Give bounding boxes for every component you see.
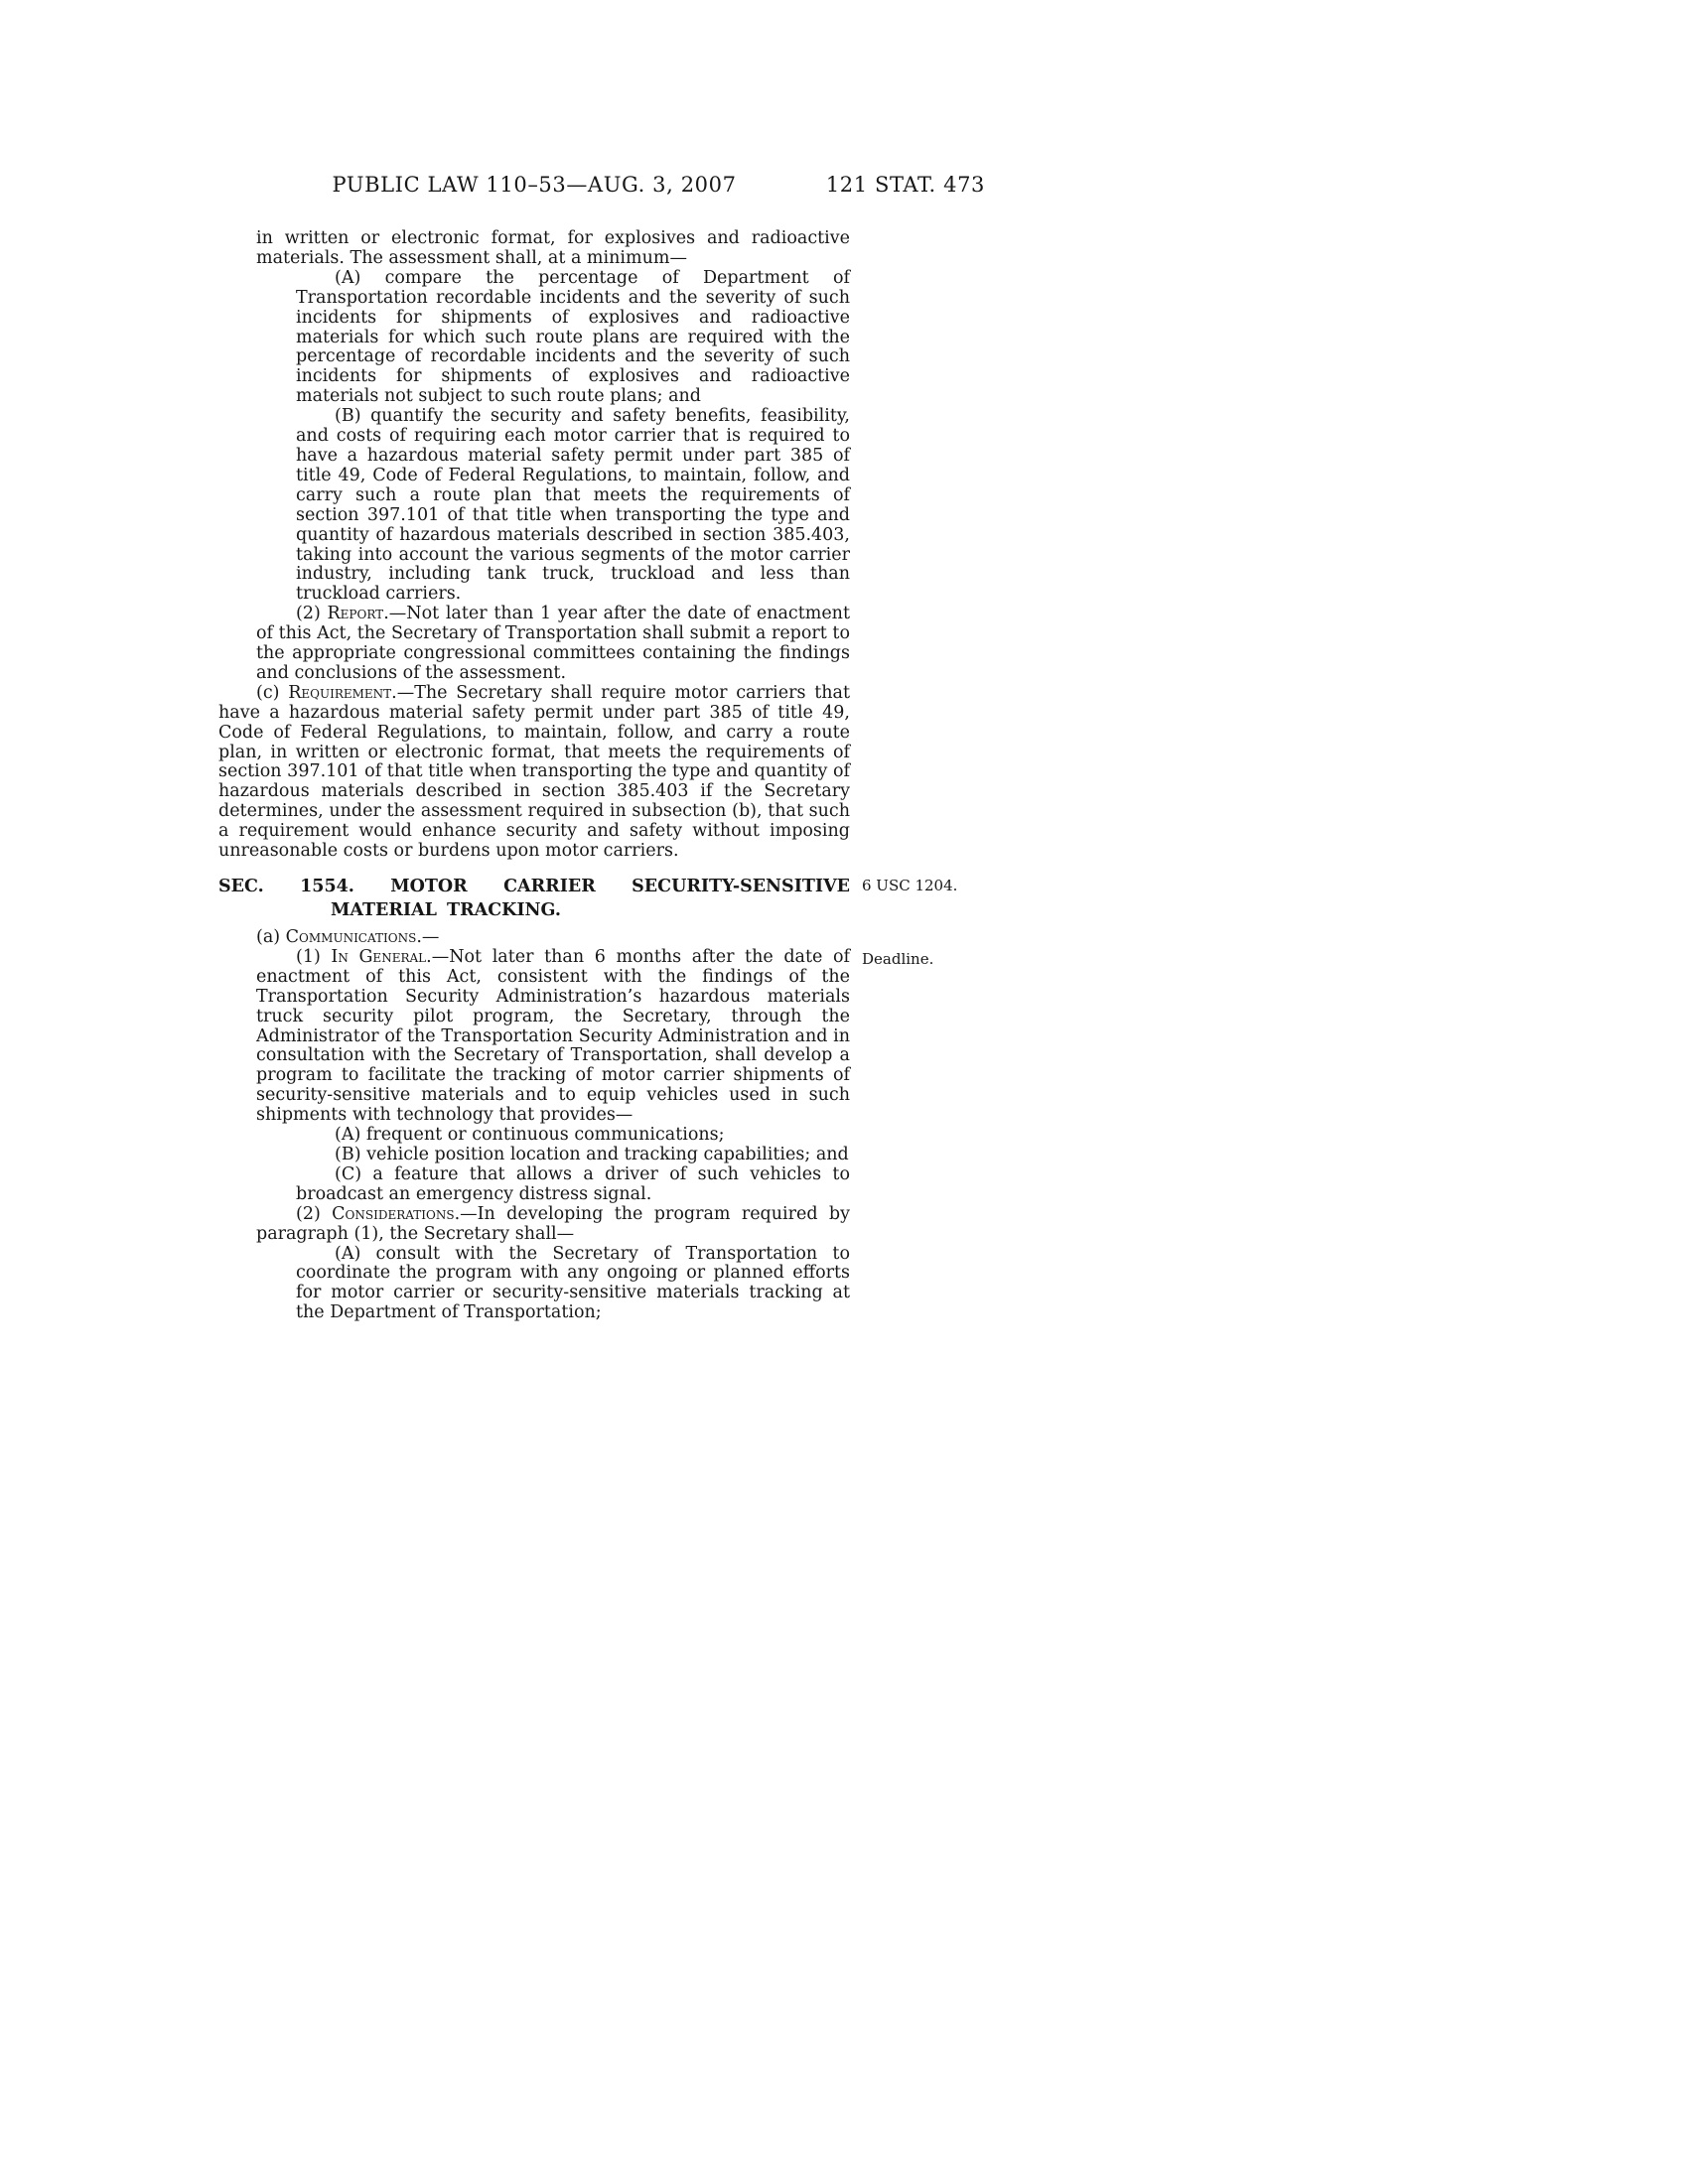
statute-paragraph [218,928,850,948]
text-run: (2) [296,1203,333,1224]
small-caps-run: Requirement [288,682,392,703]
text-run: .—Not later than 1 year after the date of enactment of this Act, the Secretary of Transportation shall submit a report to the appropriate congressional committees containing the findings and conclusions of the assessment. [256,604,850,683]
margin-note: 6 USC 1204. [862,877,958,894]
statute-paragraph [296,1165,850,1205]
text-run: (B) vehicle position location and tracking capabilities; and [335,1144,849,1164]
text-run: (c) [256,682,289,703]
text-run: (B) quantify the security and safety benefits, feasibility, and costs of requiring each motor carrier that is required to have a hazardous material safety permit under part 385 of title 49, Code of Federal Regulations, to maintain, follow, and carry such a route plan that meets the requirements of section 397.101 of that title when transporting the type and quantity of hazardous materials described in section 385.403, taking into account the various segments of the motor carrier industry, including tank truck, truckload and less than truckload carriers. [296,406,850,605]
text-run: (A) compare the percentage of Department of Transportation recordable incidents and the severity of such incidents for shipments of explosives and radioactive materials for which such route plans are required with the percentage of recordable incidents and the severity of such incidents for shipments of explosives and radioactive materials not subject to such route plans; and [296,267,850,407]
text-run: (A) frequent or continuous communications; [335,1125,725,1146]
text-run: (C) a feature that allows a driver of such vehicles to broadcast an emergency distress signal. [296,1163,850,1204]
text-run: .—Not later than 6 months after the date of enactment of this Act, consistent with the findings of the Transportation Security Administration’s hazardous materials truck security pilot program, the Secretary, through the Administrator of the Transportation Security Administration and in consultation with the Secretary of Transportation, shall develop a program to facilitate the tracking of motor carrier shipments of security-sensitive materials and to equip vehicles used in such shipments with technology that provides— [256,946,850,1126]
statute-paragraph [296,407,850,605]
statute-paragraph [256,605,850,684]
statute-paragraph [256,948,850,1126]
statute-paragraph [256,1205,850,1245]
text-run: .—In developing the program required by paragraph (1), the Secretary shall— [256,1203,850,1244]
statute-paragraph [296,1126,850,1146]
small-caps-run: Communications [285,927,417,947]
small-caps-run: Report [327,604,384,624]
section-heading [218,875,850,922]
statute-paragraph [296,1245,850,1324]
text-run: in written or electronic format, for explosives and radioactive materials. The assessment shall, at a minimum— [256,228,850,268]
text-run: (A) consult with the Secretary of Transportation to coordinate the program with any ongoing or planned efforts for motor carrier or security-sensitive materials tracking at the Department of Transportation; [296,1243,850,1323]
statute-paragraph [296,269,850,407]
text-run: .— [416,927,440,947]
text-run: (1) [296,946,332,967]
small-caps-run: In General [331,946,427,967]
margin-note: Deadline. [862,950,934,968]
small-caps-run: Considerations [332,1203,455,1224]
text-run: SEC. 1554. MOTOR CARRIER SECURITY-SENSITIVE MATERIAL TRACKING. [218,877,850,920]
text-run: (2) [296,604,328,624]
page-header-stat-number: 121 STAT. 473 [825,173,985,197]
text-run: .—The Secretary shall require motor carriers that have a hazardous material safety permit under part 385 of title 49, Code of Federal Regulations, to maintain, follow, and carry a route plan, in written or electronic format, that meets the requirements of section 397.101 of that title when transporting the type and quantity of hazardous materials described in section 385.403 if the Secretary determines, under the assessment required in subsection (b), that such a requirement would enhance security and safety without imposing unreasonable costs or burdens upon motor carriers. [218,682,850,862]
statute-paragraph [256,229,850,269]
page-header-law-title: PUBLIC LAW 110–53—AUG. 3, 2007 [332,173,737,197]
statute-paragraph [218,684,850,862]
text-column [218,229,850,1323]
statute-paragraph [296,1146,850,1165]
text-run: (a) [256,927,286,947]
